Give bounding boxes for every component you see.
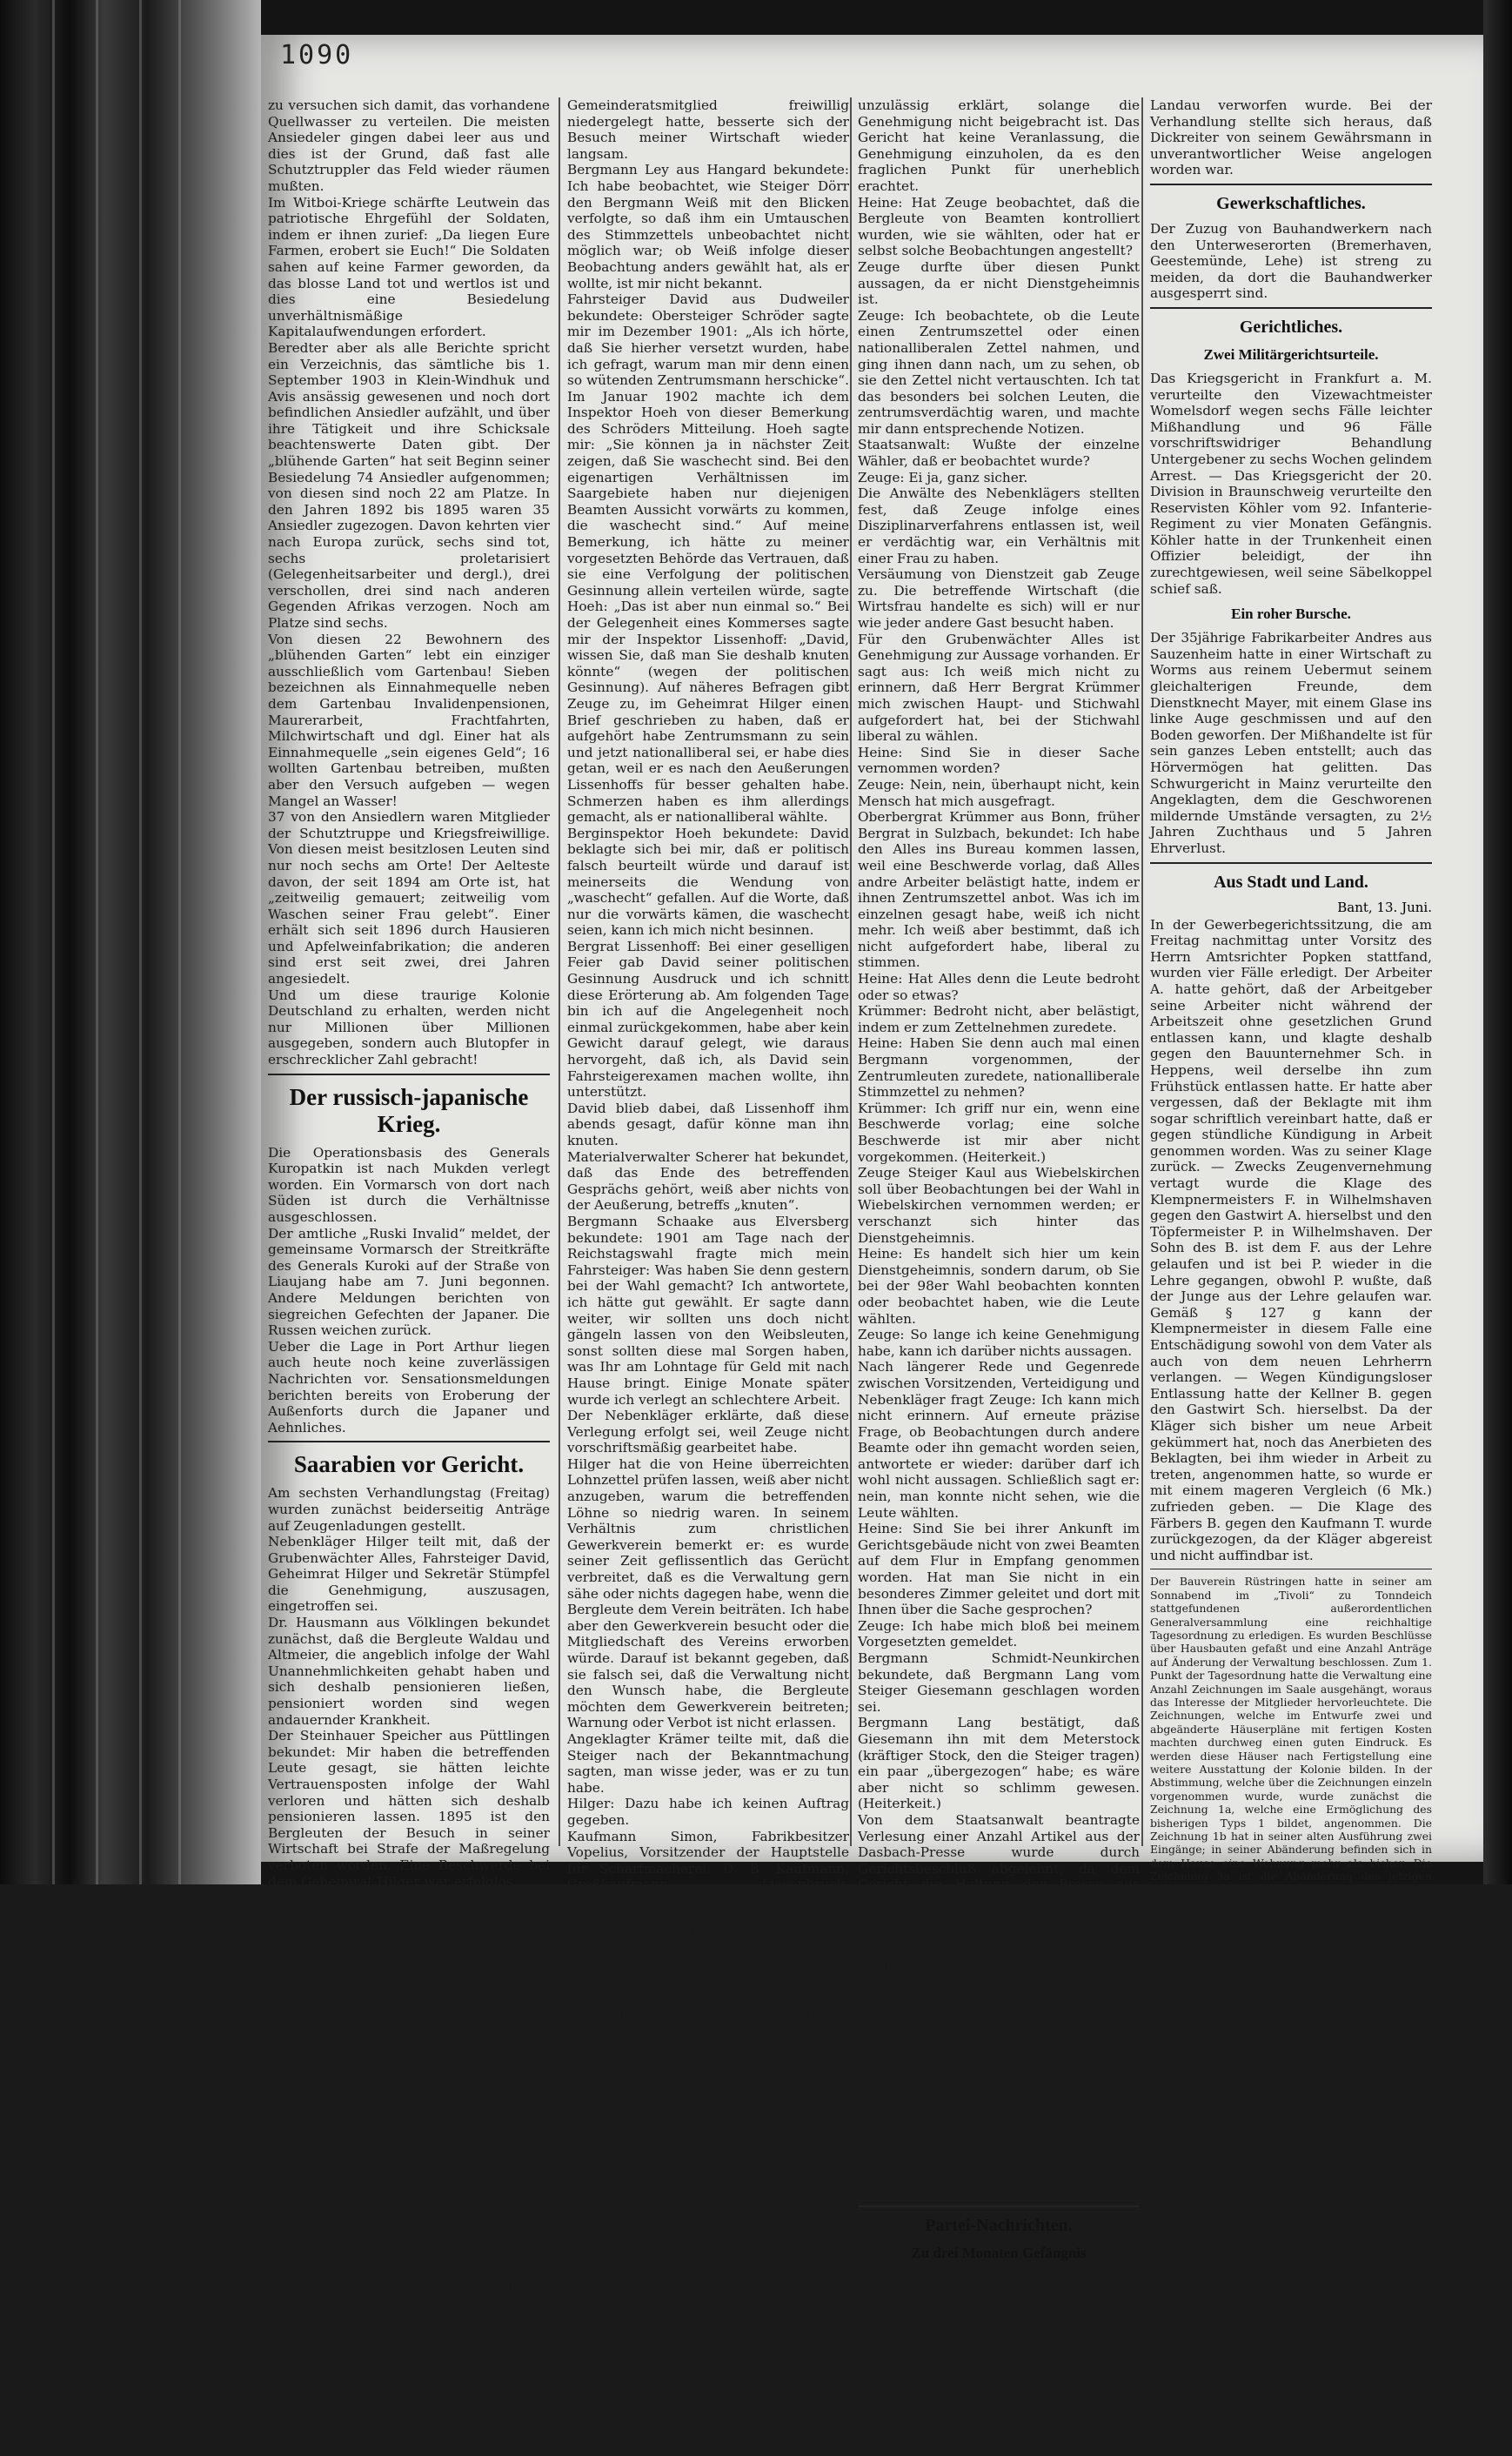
article-headline: Ein roher Bursche. [1231,606,1351,623]
paragraph: Heine: Haben Sie denn auch mal einen Bergmann vorgenommen, der Zentrumleuten zuredete, nationalliberale Stimmzettel zu nehmen? [858,1035,1140,1101]
paragraph: In der Nachmittags-Sitzung bekundete der frühere Steiger Paulie aus Sulzbach: Mir ist in 1898 von dem Obersteiger Jakob der Befehl geworden, im Wahllokal aufzupassen, ob und wen die Bergleute wählten, es ist der bezügliche Befehl von der Inspektion gekommen. [567,2038,849,2152]
paragraph: Landau verworfen wurde. Bei der Verhandlung stellte sich heraus, daß Dickreiter von seinem Gewährsmann in unverantwortlicher Weise angelogen worden war. [1150,97,1432,178]
paragraph: Der Staatsanwalt beanstandete die weitere Vernehmung, da Zeuge als früherer Beamter nicht das Recht habe, über die Vorgänge, wenn es sich um einen amtlichen Befehl handle, auszusagen ohne Genehmigung der früheren Dienstbehörde (§§ 53 der Strafprozeß-Ordnung). [567,2152,849,2281]
column-rule [1141,97,1143,1846]
paragraph: Bergmann Lang bestätigt, daß Giesemann ihn mit dem Meterstock (kräftiger Stock, den die Steiger tragen) ein paar „übergezogen“ habe; es wäre aber nicht so schlimm gewesen. (Heiterkeit.) [858,1715,1140,1812]
paragraph: Fahrsteiger David aus Dudweiler bekundete: Obersteiger Schröder sagte mir im Dezember 1901: „Als ich hörte, daß Sie hierher versetzt wurden, habe ich gefragt, warum man mir denn einen so wütenden Zentrumsmann herschicke“. Im Januar 1902 machte ich dem Inspektor Hoeh von dieser Bemerkung des Schröders Mitteilung. Hoeh sagte mir: „Sie können ja in nächster Zeit zeigen, daß Sie waschecht sind. Bei den eigenartigen Verhältnissen im Saargebiete haben nur diejenigen Beamten Aussicht vorwärts zu kommen, die waschecht sind.“ Auf meine Bemerkung, ich hätte zu meiner vorgesetzten Behörde das Vertrauen, daß sie eine Verfolgung der politischen Gesinnung allein verteilen würde, sagte Hoeh: „Das ist aber nun einmal so.“ Bei der Gelegenheit eines Kommerses sagte mir der Inspektor Lissenhoff: „David, wissen Sie, daß man Sie deshalb knuten könnte“ (wegen der politischen Gesinnung). Auf näheres Befragen gibt Zeuge zu, im Geheimrat Hilger einen Brief geschrieben zu haben, daß er aufgehört habe Zentrumsmann zu sein und jetzt nationalliberal sei, er habe dies getan, weil er es nach den Aeußerungen Lissenhoffs für besser gehalten habe. Schmerzen haben es ihm allerdings gemacht, als er nationalliberal wählte. [567,291,849,826]
column-rule [850,97,852,1846]
paragraph: Oberbergrat Krümmer aus Bonn, früher Bergrat in Sulzbach, bekundet: Ich habe den Alles ins Bureau kommen lassen, weil eine Beschwerde vorlag, daß Alles andre Arbeiter belästigt hatte, indem er ihnen Zentrumszettel anbot. Was ich im einzelnen gesagt habe, weiß ich nicht mehr. Ich weiß aber bestimmt, daß ich nicht aufgefordert habe, liberal zu stimmen. [858,809,1140,971]
paragraph: Der 35jährige Fabrikarbeiter Andres aus Sauzenheim hatte in einer Wirtschaft zu Worms aus reinem Uebermut seinem gleichalterigen Freunde, dem Dienstknecht Mayer, mit einem Glase ins linke Auge geschmissen und auf den Boden geworfen. Der Mißhandelte ist für sein ganzes Leben entstellt; auch das Hörvermögen hat gelitten. Das Schwurgericht in Mainz verurteilte den Angeklagten, dem die Geschworenen mildernde Umstände versagten, zu 2½ Jahren Zuchthaus und 5 Jahren Ehrverlust. [1150,630,1432,856]
paragraph: Die Anwälte des Nebenklägers stellten fest, daß Zeuge infolge eines Disziplinarverfahrens entlassen ist, weil er verdächtig war, ein Verhältnis mit einer Frau zu haben. [858,485,1140,566]
paragraph: Von dem Staatsanwalt beantragte Verlesung einer Anzahl Artikel aus der Dasbach-Presse wurde durch Gerichtsbeschluß abgelehnt, da dem Gericht die Haltung der Presse aus eigener Anschauung bekannt sei. Der Vertreter des Nebenklägers sagte, die Aussage Paulis, die Inspektion habe die Kontrolle bei der Wahl angeordnet, komme sie nicht unwidersprochen hingehen lassen, weshalb sie den Bergrat Krümmer zu morgen früh laden würden. [858,1811,1140,2023]
paragraph: Heine: Hat Alles denn die Leute bedroht oder so etwas? [858,971,1140,1003]
paragraph: Hilger hat die von Heine überreichten Lohnzettel prüfen lassen, weiß aber nicht anzugeben, warum die betreffenden Löhne so niedrig waren. In seinem Verhältnis zum christlichen Gewerkverein bemerkt er: es wurde seiner Zeit geflissentlich das Gerücht verbreitet, daß es die Verwaltung gern sähe oder nichts dagegen habe, wenn die Bergleute dem Verein beiträten. Ich habe aber den Gewerkverein besucht oder die Mitgliedschaft des Vereins erworben würde. Darauf ist bekannt gegeben, daß sie falsch sei, daß die Verwaltung nicht den Wunsch habe, die Bergleute möchten dem Gewerkverein beitreten; Warnung oder Verbot ist nicht erlassen. [567,1456,849,1731]
dateline: Bant, 13. Juni. [1337,899,1432,915]
article-headline: Zwei Militärgerichtsurteile. [1203,345,1379,363]
paragraph: Am sechsten Verhandlungstag (Freitag) wurden zunächst beiderseitig Anträge auf Zeugenladungen gestellt. [268,1485,550,1534]
section-heading: Aus Stadt und Land. [1214,872,1368,892]
paragraph: Kaufmann Simon, Fabrikbesitzer Vopelius, Vorsitzender der Hauptstelle für Scharfmacherei, D. B. Kaufmann, Großkaufmann Liesenbruck, Schreinermeister Bürger bekundeten, daß Unregelmäßigkeiten bei der Wahl nicht bemerkt, Beobachtung ausgeschlossen war; sie halten die Lebensverhältnisse der Bergleute für gut; die „Bergmannsdamen“ ihnen es in den letzten Jahren nicht mehr, wie sie wiederum ohne Hut, und trügen Handschuhe am Sonntag. [567,1828,849,2038]
paragraph: Zeuge: Ei ja, ganz sicher. [858,469,1028,485]
paragraph: Speicher: Der Bergmann Blum soll für die Spionage in meiner Wirtschaft 20 Mk. vom Geheimrat Hilger erhalten haben. [268,1905,550,1971]
paragraph: Berginspektor Hoeh bekundete: David beklagte sich bei mir, daß er politisch falsch beurteilt würde und darauf ist meinerseits die Wendung von „waschecht“ gefallen. Auf die Worte, daß nur die vorwärts kämen, die waschecht seien, kann ich mich nicht besinnen. [567,825,849,939]
paragraph: Beredter aber als alle Berichte spricht ein Verzeichnis, das sämtliche bis 1. September 1903 in Klein-Windhuk und Avis ansässig gewesenen und noch dort befindlichen Ansiedler aufzählt, und über ihre Tätigkeit und ihre Schicksale beachtenswerte Daten gibt. Der „blühende Garten“ hat seit Beginn seiner Besiedelung 74 Ansiedler aufgenommen; von diesen sind noch 22 am Platze. In den Jahren 1892 bis 1895 waren 35 Ansiedler zugezogen. Davon kehrten vier nach Europa zurück, sechs sind tot, sechs proletarisiert (Gelegenheitsarbeiter und dergl.), drei verschollen, drei sind nach anderen Gegenden Afrikas verzogen. Noch am Platze sind sechs. [268,339,550,631]
paragraph: Bergmann Schmidt-Neunkirchen bekundete, daß Bergmann Lang vom Steiger Giesemann geschlagen worden sei. [858,1650,1140,1715]
article-headline: Saarabien vor Gericht. [293,1451,525,1478]
section-rule [1150,862,1432,864]
paragraph: Zeuge: Ich beobachtete, ob die Leute einen Zentrumszettel oder einen nationalliberalen Zettel nahmen, und ging ihnen dann nach, um zu sehen, ob sie den Zettel nicht vertauschten. Ich tat das besonders bei solchen Leuten, die zentrumsverdächtig waren, und machte mir dann entsprechende Notizen. [858,307,1140,437]
column-3 [858,97,1140,2366]
section-rule [268,1441,550,1442]
paragraph: Der Zuzug von Bauhandwerkern nach den Unterweserorten (Bremerhaven, Geestemünde, Lehe) ist streng zu meiden, da dort die Bauhandwerker ausgesperrt sind. [1150,220,1432,302]
section-heading: Gewerkschaftliches. [1216,193,1366,213]
section-rule [1150,184,1432,185]
book-spine [0,0,261,1884]
paragraph: unzulässig erklärt, solange die Genehmigung nicht beigebracht ist. Das Gericht hat keine Veranlassung, die Genehmigung einzuholen, da es den fraglichen Punkt für unerheblich erachtet. [858,97,1140,194]
paragraph: Gemeinderatsmitglied freiwillig niedergelegt hatte, besserte sich der Besuch meiner Wirtschaft wieder langsam. [567,97,849,162]
paragraph: Bergmann Schaake aus Elversberg bekundete: 1901 am Tage nach der Reichstagswahl fragte mich mein Fahrsteiger: Was haben Sie denn gestern bei der Wahl gemacht? Ich antwortete, ich hätte gut gewählt. Er sagte dann weiter, wir sollten uns doch nicht gängeln lassen von den Weibsleuten, sonst sollten diese mal Sorgen haben, was Ihr am Lohntage für Geld mit nach Hause bringt. Einige Monate später wurde ich verlegt an schlechtere Arbeit. [567,1213,849,1408]
paragraph: Nach längerer Rede und Gegenrede zwischen Vorsitzenden, Verteidigung und Nebenkläger fragt Zeuge: Ich kann mich nicht erinnern. Auf erneute präzise Frage, ob Beobachtungen durch andere Beamte oder ihn gemacht worden seien, antwortete er wieder: darüber darf ich wohl nicht aussagen. Schließlich sagt er: nein, man konnte nicht sehen, wie die Leute wählten. [858,1359,1140,1521]
paragraph: Zeuge durfte über diesen Punkt aussagen, da er nicht Dienstgeheimnis ist. [858,258,1140,308]
paragraph: Ueber die Lage in Port Arthur liegen auch heute noch keine zuverlässigen Nachrichten vor. Sensationsmeldungen berichten bereits von Eroberung der Außenforts durch die Japaner und Aehnliches. [268,1338,550,1435]
newspaper-page [261,35,1483,2456]
paragraph: Hilger: Ich stelle fest, daß nach den Akten die Mutter des Blum um jene Zeit 50 Mk. Unterstützung bekommen hat. Ferner sind die Bergleute vor dem Besuch der Speicherschen Wirtschaft gewarnt worden; ein ausdrückliches Verbot ist nicht ergangen. In dem Lokal lag unter anderem der „Wahre Jacob“ aus. [268,1971,550,2116]
paragraph: David blieb dabei, daß Lissenhoff ihm abends gesagt, dafür könne man ihn knuten. [567,1100,849,1148]
column-4 [1150,97,1432,2339]
paragraph: Heine: Sind Sie bei ihrer Ankunft im Gerichtsgebäude nicht von zwei Beamten auf dem Flur in Empfang genommen worden. Hat man Sie nicht in ein besonderes Zimmer geleitet und dort mit Ihnen über die Sache gesprochen? [858,1521,1140,1618]
paragraph: Heine: Es handelt sich hier um kein Dienstgeheimnis, sondern darum, ob Sie bei der 98er Wahl beobachten konnten oder beobachtet haben, wie die Leute wählten. [858,1246,1140,1327]
paragraph: Von diesen 22 Bewohnern des „blühenden Garten“ lebt ein einziger ausschließlich vom Gartenbau! Sieben bezeichnen als Einnahmequelle neben dem Gartenbau Invalidenpensionen, Maurerarbeit, Frachtfahrten, Milchwirtschaft und dgl. Einer hat als Einnahmequelle „sein eigenes Geld“; 16 wollten Gartenbau betreiben, mußten aber den Versuch aufgeben — wegen Mangel an Wasser! [268,631,550,809]
paragraph: Von Hilger wurde dies zugegeben. [268,1890,501,1906]
paragraph: Und um diese traurige Kolonie Deutschland zu erhalten, werden nicht nur Millionen über Millionen ausgegeben, sondern auch Blutopfer in erschrecklicher Zahl gebracht! [268,987,550,1068]
paragraph: Krümmer: Ich griff nur ein, wenn eine Beschwerde vorlag; eine solche Beschwerde ist mir aber nicht vorgekommen. (Heiterkeit.) [858,1100,1140,1165]
paragraph: Nebenkläger Hilger teilt mit, daß der Grubenwächter Alles, Fahrsteiger David, Geheimrat Hilger und Sekretär Stümpfel die Genehmigung, auszusagen, eingetroffen sei. [268,1534,550,1615]
paragraph: Im Witboi-Kriege schärfte Leutwein das patriotische Ehrgefühl der Soldaten, indem er ihnen zurief: „Da liegen Eure Farmen, erobert sie Euch!“ Die Soldaten sahen auf keine Farmer geworden, da das blosse Land tot und wertlos ist und dies eine Besiedelung unverhältnismäßige Kapitalaufwendungen erfordert. [268,194,550,340]
paragraph: Das Gericht beschloß: Die weitere Vernehmung Paulies darüber, ob ihm von der vorgesetzten Behörde Auftrag geworden ist, die Bergleute bei der Wahl zu beobachten, wird für [567,2329,849,2411]
paragraph: Heine: Hat Zeuge beobachtet, daß die Bergleute von Beamten kontrolliert wurden, wie sie wählten, oder hat er selbst solche Beobachtungen angestellt? [858,194,1140,259]
article-headline: Der russisch-japanische Krieg. [289,1083,529,1137]
paragraph: 37 von den Ansiedlern waren Mitglieder der Schutztruppe und Kriegsfreiwillige. Von diesen meist besitzlosen Leuten sind nur noch sechs am Orte! Der Aelteste davon, der seit 1894 am Orte ist, hat „zeitweilig gemauert; zeitweilig vom Waschen seiner Frau gelebt“. Einer erhält sich seit 1896 durch Hausieren und Apfelweinfabrikation; die anderen sind erst seit zwei, drei Jahren angesiedelt. [268,809,550,987]
page-edge-shadow [1483,0,1512,1884]
paragraph: war Genosse Dickreiter, der Redakteur der „Pfälzischen Post“, wegen Beleidigung eines Oberamtsrichters vom Schöffengericht verurteilt worden. Er legte Berufung ein, die aber von der Strafkammer zu [858,2269,1140,2366]
section-rule [268,1074,550,1075]
paragraph: Zeuge: Ich habe mich bloß bei meinem Vorgesetzten gemeldet. [858,1617,1140,1650]
paragraph: Dr. Hausmann aus Völklingen bekundet zunächst, daß die Bergleute Waldau und Altmeier, die angeblich infolge der Wahl Unannehmlichkeiten gehabt haben und sich deshalb pensionieren ließen, pensioniert worden sind wegen andauernder Krankheit. [268,1615,550,1728]
section-heading: Gerichtliches. [1239,317,1343,337]
section-rule [1150,307,1432,309]
paragraph: Rechtsanwalt Trier: Ich möchte nicht in Ihre Befugnisse eingreifen, Herr Kollege. [858,2103,1140,2136]
paragraph: Für den Grubenwächter Alles ist Genehmigung zur Aussage vorhanden. Er sagt aus: Ich weiß mich nicht zu erinnern, daß Herr Bergrat Krümmer mich zwischen Haupt- und Stichwahl aufgefordert hat, bei der Stichwahl liberal zu wählen. [858,631,1140,745]
paragraph: Heine: Sind Sie in dieser Sache vernommen worden? [858,744,1140,777]
paragraph: Zeuge: So lange ich keine Genehmigung habe, kann ich darüber nichts aussagen. [858,1327,1140,1359]
paragraph: Der Bauverein Rüstringen hatte in seiner am Sonnabend im „Tivoli“ zu Tonndeich stattgefundenen außerordentlichen Generalversammlung eine reichhaltige Tagesordnung zu erledigen. Es wurden Beschlüsse über Hausbauten gefaßt und eine Anzahl Anträge auf Änderung der Verwaltung beschlossen. Zum 1. Punkt der Tagesordnung hatte die Verwaltung eine Anzahl Zeichnungen im Saale ausgehängt, woraus das Interesse der Mitglieder hervorleuchtete. Die Zeichnungen, welche im Entwurfe zwei und abgeänderte Häuserpläne mit fertigen Kosten machten durchweg einen guten Eindruck. Es werden diese Häuser nach Fertigstellung eine weitere Ausstattung der Kolonie bilden. In der Abstimmung, welche über die Zeichnungen einzeln vorgenommen wurde, wurde zunächst die Zeichnung 1a, welche eine Ermöglichung des bisherigen Typs 1 bildet, angenommen. Die Zeichnung 1b hat in seiner alten Ausführung zwei Eingänge; in seiner Abänderung befinden sich in dem Hause eine Wohnung mehr als bisher. Die Zeichnung 3a ist die Abänderung des jetzigen Eckhaus-Typs 3. Auch diese Zeichnung hat in seiner alten Form zwei getrennte Eingänge, in seiner Abänderung einen gemeinschaftlichen Eingang. Ebenfalls wurde die Zeichnung, die bisher zwei dreiräumige Wohnungen im Dachstube und zwei vierräumige Wohnungen im Parterre und ersten Stock hat, angenommen. Wohnraum Dachgeschoß ist bei einer vierräumigen Wohnung im Dachgeschoß gewonnen. Der Typ 7 repräsentiert einen ganz neuen Typ, in welchem sich eine Wohnung ohne Keller zugänglich mit dem Trockenplatz im Hause, welches nicht gewünscht wird, befindet; es hat Gelegenheit dazu, auch noch nicht mit den geplanten Bauten bietet, wurde seitens der Versammlung akzeptiert. Sämtliche hier genannten Wohnungen sind versehen mit geräumigen Keller, abgeschlossenem Korridor, Badeeinrichtung, Balkon und Gartenland. Zur Beschlußfassung lag sodann noch eine Zeichnung vor, die genau wie Typ 7a werden soll, die man aber mit höherer Miete und an Stelle eines ganz besonderes Wohnlichen bietet. Desgleichen wurden noch mehrere Anträge, von welchen die Wünsche der Mitglieder auf den Ersuchen des Reichsamts des Innern nach Herstellung billiger Wohnungen erfüllt. Diese Wohnungen zerfallen in einer Anzahl von Räumen abgeschlossene Veranda, Badeeinrichtung, Balkon und Keller. Die Wohnungen seien in der bisherigen gebaut hinsichtlich der Geschmackrichtung und Einrichtung so beschaffen, daß die Genossen sich froh gegangen war. Sämtliche Redner traten jetzt Verwahrung gegen die Wohnung ein, die für die Mietzins zu zahlen, um sich auf Anspruch zu [1150,1575,1432,2339]
paragraph: In der Gewerbegerichtssitzung, die am Freitag nachmittag unter Vorsitz des Herrn Amtsrichter Popken stattfand, wurden vier Fälle erledigt. Der Arbeiter A. hatte gehört, daß der Arbeitgeber seine Arbeiter nicht während der Arbeitszeit ohne gesetzlichen Grund entlassen kann, und klagte deshalb gegen den Bauunternehmer Sch. in Heppens, weil derselbe ihn zum Frühstück entlassen hatte. Er hatte aber vergessen, daß der Beklagte mit ihm sogar schriftlich vereinbart hatte, daß er gegen stündliche Kündigung in Arbeit genommen worden. Was zu seiner Klage zurück. — Zwecks Zeugenvernehmung vertagt wurde die Klage des Klempnermeisters F. in Wilhelmshaven gegen den Gastwirt A. hierselbst und den Töpfermeister P. in Wilhelmshaven. Der Sohn des B. ist dem F. aus der Lehre gelaufen und ist bei P. wieder in die Lehre gegangen, obwohl P. wußte, daß der Junge aus der Lehre gelaufen war. Gemäß § 127 g kann der Klempnermeister in diesem Falle eine Entschädigung sowohl von dem Vater als auch von dem neuen Lehrherrn verlangen. — Wegen Kündigungsloser Entlassung hatte der Kellner B. gegen den Gastwirt Sch. hierselbst. Da der Kläger sich bisher um neue Arbeit gekümmert hat, noch das Anerbieten des Beklagten, bei ihm wieder in Arbeit zu treten, angenommen hatte, so wurde er mit einem mageren Vergleich (6 Mk.) zufrieden geben. — Die Klage des Färbers B. gegen den Kaufmann T. wurde zurückgezogen, da der Kläger abgereist und nicht auffindbar ist. [1150,916,1432,1563]
paragraph: Staatsanwalt: Wußte der einzelne Wähler, daß er beobachtet wurde? [858,437,1140,470]
paragraph: Angeklagter Krämer teilte mit, daß die Steiger nach der Bekanntmachung sagten, man wisse jeder, was er zu tun habe. [567,1730,849,1796]
paragraph: Der Steinhauer Speicher aus Püttlingen bekundet: Mir haben die betreffenden Leute gesagt, sie hätten leichte Vertrauensposten infolge der Wahl verloren und hätten sich deshalb pensionieren lassen. 1895 ist den Bergleuten der Besuch in seiner Wirtschaft bei Strafe der Maßregelung verboten worden. Eine Beschwerde bei dem Geheimrat Hilger war erfolglos. [268,1728,550,1890]
paragraph: Krümmer: Bedroht nicht, aber belästigt, indem er zum Zettelnehmen zuredete. [858,1003,1140,1035]
paragraph: Materialverwalter Scherer hat bekundet, daß das Ende des betreffenden Gesprächs gehört, weiß aber nichts von der Aeußerung, betreffs „knuten“. [567,1148,849,1214]
page-number: 1090 [280,40,354,70]
paragraph: Bergmann Ley aus Hangard bekundete: Ich habe beobachtet, wie Steiger Dörr den Bergmann Weiß mit den Blicken verfolgte, so daß ihm ein Umtauschen des Stimmzettels unbeobachtet nicht möglich war; ob Weiß infolge dieser Beobachtung anders gewählt hat, als er wollte, ist mir nicht bekannt. [567,162,849,291]
paragraph: Zeuge: Nein, nein, überhaupt nicht, kein Mensch hat mich ausgefragt. [858,776,1140,809]
section-heading: Partei-Nachrichten. [925,2216,1073,2236]
paragraph: zu versuchen sich damit, das vorhandene Quellwasser zu verteilen. Die meisten Ansiedeler gingen dabei leer aus und dies ist der Grund, daß fast alle Schutztruppler das Feld wieder räumen mußten. [268,97,550,194]
paragraph: Speicher: Der „Wahre Jacob“ lag damals nicht auf, wie überhaupt keine sozialdemokratischen Zeitungen; wenn durch jemanden, wie Herr Hilger behauptet, der „Wahre Jacob“ in das Lokal gebracht worden ist, so ohne meine Kenntnis. Ein meist aus Bergleuten bestehender Unterstützungsverein sowie ein Unterstützungsverein hat mein Lokal verlassen, wie die Vorstandsmitglieder sagten, weil sie nicht in meiner Wirtschaft verkehren dürften; die Leute, die in der Versammlung riefen, in meinem Lokal zu bleiben, sind zur Strafe zur Arbeit an die Bahn kommandiert worden, wo sie bedeutend weniger verdienten als sonst (2,50 Mk. bis 2,80 Mk.), und sie mußten bis 42 Schichten im Monat machen. Erst nachdem ich meine Stellung als [268,2116,550,2456]
paragraph: Versäumung von Dienstzeit gab Zeuge zu. Die betreffende Wirtschaft (die Wirtsfrau handelte es sich) will er nur wie jeder andere Gast besucht haben. [858,566,1140,631]
paragraph: Zeuge Steiger Kaul aus Wiebelskirchen soll über Beobachtungen bei der Wahl in Wiebelskirchen vernommen werden; er verschanzt sich hinter das Dienstgeheimnis. [858,1165,1140,1246]
paragraph: Der Nebenkläger erklärte, daß diese Verlegung erfolgt sei, weil Zeuge nicht vorschriftsmäßig gearbeitet habe. [567,1408,849,1456]
paragraph: Am Sonnabend wurde die Vernehmung der Zeugen zu Ende geführt. Der Staatsanwalt beantragte 6 Monate Gefängnis. [858,2135,1140,2200]
column-rule [559,97,560,1846]
paragraph: Das Kriegsgericht in Frankfurt a. M. verurteilte den Vizewachtmeister Womelsdorf wegen sechs Fälle leichter Mißhandlung und 96 Fälle vorschriftswidriger Behandlung Untergebener zu sechs Wochen gelindem Arrest. — Das Kriegsgericht der 20. Division in Braunschweig verurteilte den Reservisten Köhler vom 92. Infanterie-Regiment zu vier Monaten Gefängnis. Köhler hatte in der Trunkenheit einen Offizier beleidigt, der ihn zurechtgewiesen, weil seine Säbelkoppel schief saß. [1150,370,1432,597]
section-rule [858,2205,1140,2207]
paragraph: Heine: Ich teile mit, daß ich auch für Pauli die Genehmigung zur vollen Aussage haben möchte. (Zum Vertreter des Nebenklägers): Wollen Sie die mitbesorgen, Herr Kollege? [858,2022,1140,2104]
paragraph: Der amtliche „Ruski Invalid“ meldet, der gemeinsame Vormarsch der Streitkräfte des Generals Kuroki auf der Straße von Liaujang habe am 7. Juni begonnen. Andere Meldungen berichten von siegreichen Gefechten der Japaner. Die Russen weichen zurück. [268,1225,550,1339]
paragraph: Hilger: Dazu habe ich keinen Auftrag gegeben. [567,1796,849,1828]
paragraph: Die Operationsbasis des Generals Kuropatkin ist nach Mukden verlegt worden. Ein Vormarsch von dort nach Süden ist durch die Verhältnisse ausgeschlossen. [268,1144,550,1225]
column-2 [567,97,849,2411]
paragraph: Bergrat Lissenhoff: Bei einer geselligen Feier gab David seiner politischen Gesinnung Ausdruck und ich schnitt diese Erörterung ab. Am folgenden Tage bin ich auf die Angelegenheit noch einmal zurückgekommen, habe aber kein Gewicht darauf gelegt, wie daraus hervorgeht, daß ich, als David sein Fahrsteigerexamen machen wollte, ihn unterstützt. [567,938,849,1101]
paragraph: Nebenkläger gab auf die Frage des Vorsitzenden, ob er etwas dazu zu sagen habe, keine Erklärung ab. [567,2281,849,2330]
column-1 [268,97,550,2456]
article-headline: Zu drei Monaten Gefängnis [911,2245,1087,2262]
